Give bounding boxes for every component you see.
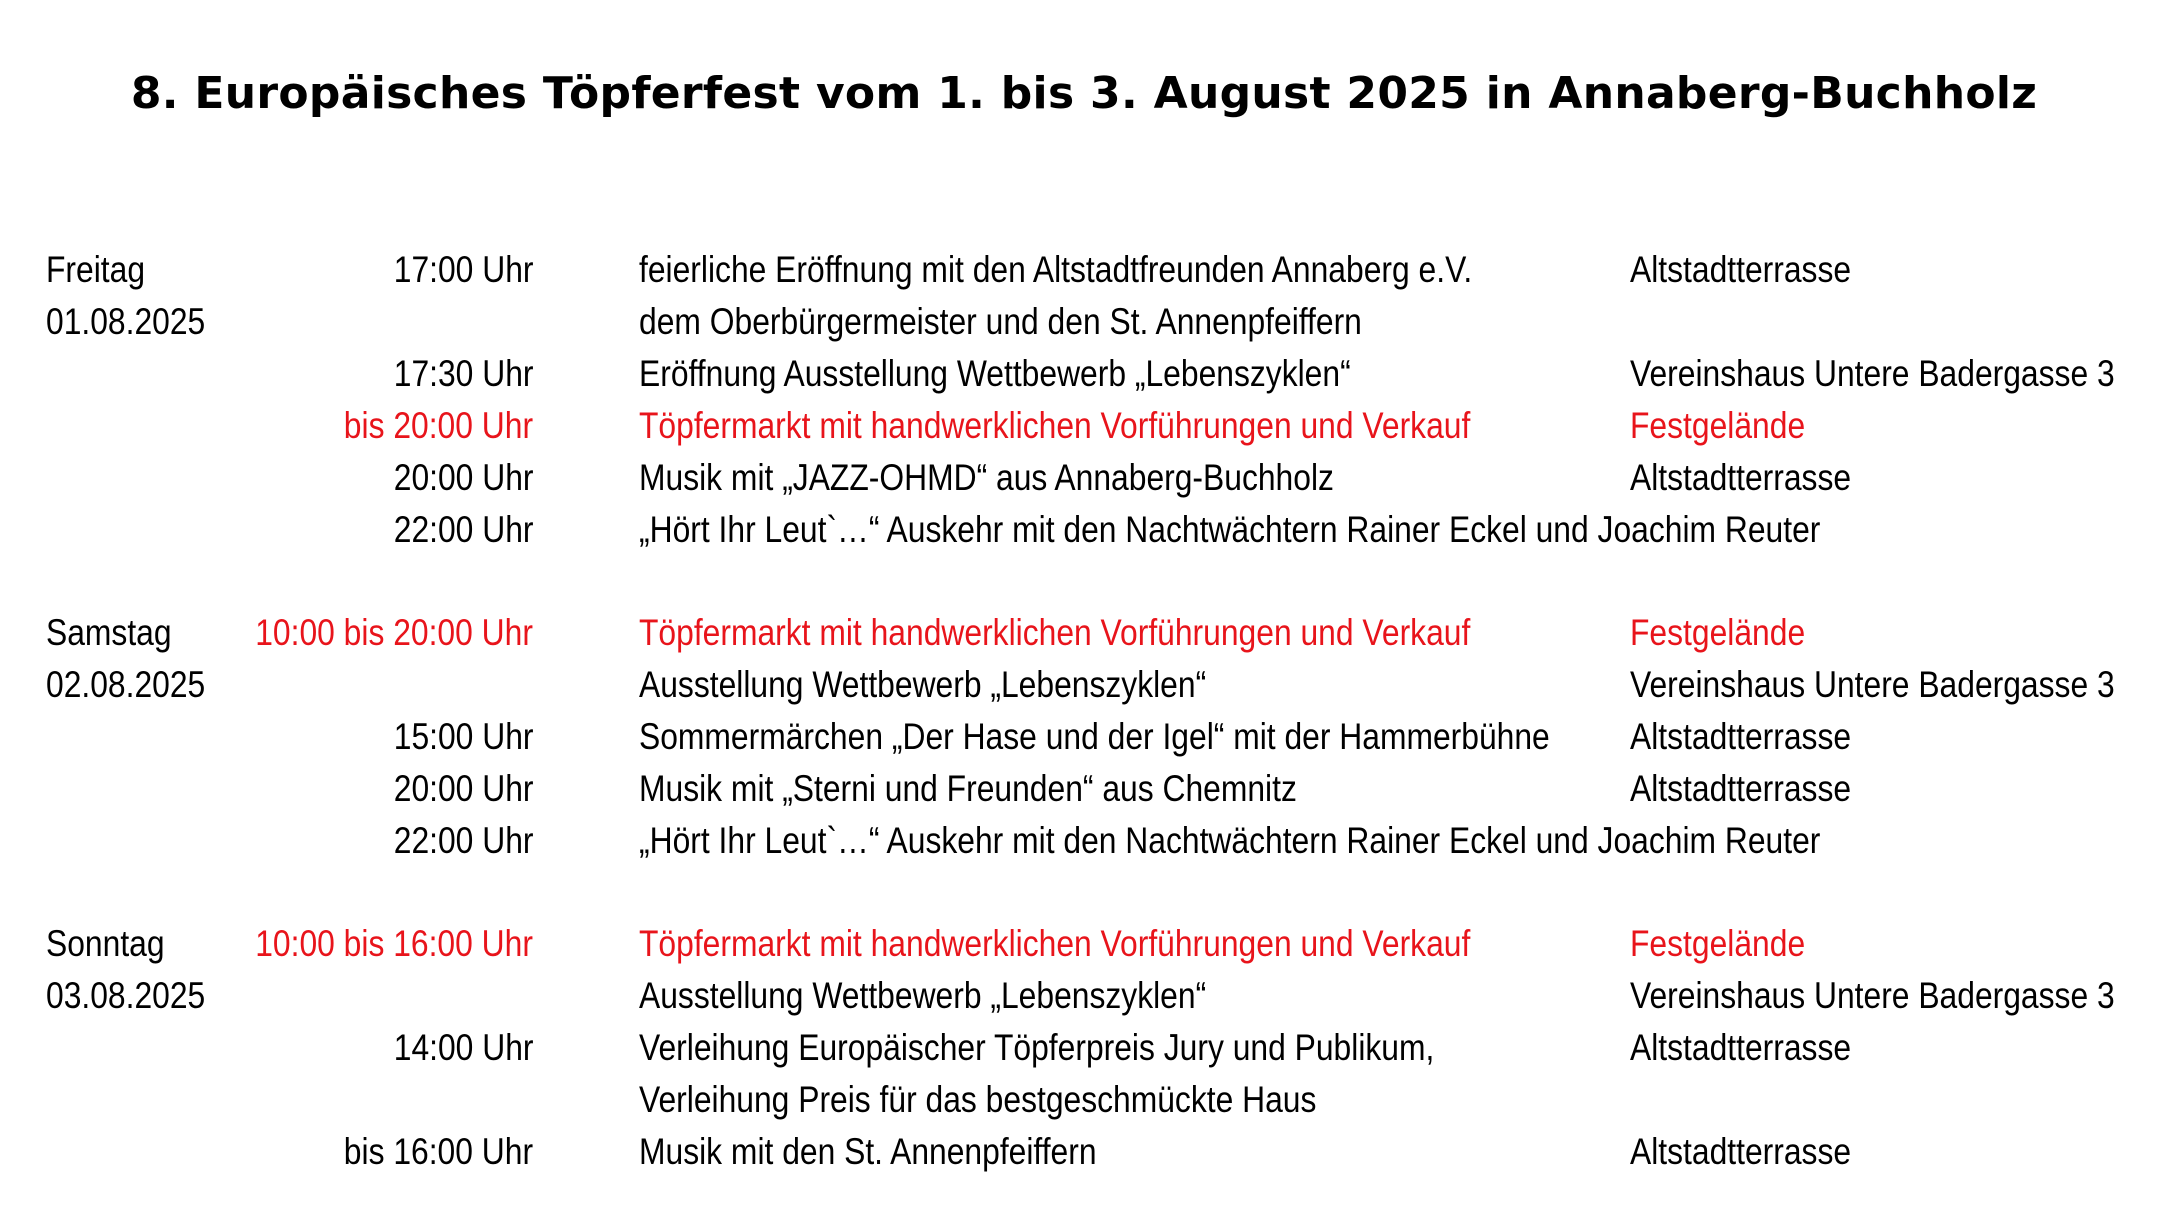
event-time: 22:00 Uhr [393,820,533,861]
event-time: 20:00 Uhr [393,768,533,809]
schedule-row [0,711,2168,763]
event-location: Festgelände [1630,923,1806,964]
event-time: bis 20:00 Uhr [343,405,533,446]
event-time: 15:00 Uhr [393,716,533,757]
event-location: Altstadtterrasse [1630,1027,1852,1068]
event-location: Altstadtterrasse [1630,716,1852,757]
schedule-row [0,452,2168,504]
day-block-saturday [0,607,2168,867]
event-location: Altstadtterrasse [1630,768,1852,809]
event-location: Vereinshaus Untere Badergasse 3 [1630,975,2115,1016]
page-title: 8. Europäisches Töpferfest vom 1. bis 3. August 2025 in Annaberg-Buchholz [130,68,2038,119]
event-location: Vereinshaus Untere Badergasse 3 [1630,664,2115,705]
event-time: 22:00 Uhr [393,509,533,550]
event-description: Töpfermarkt mit handwerklichen Vorführungen und Verkauf [639,612,1471,653]
event-description: Eröffnung Ausstellung Wettbewerb „Lebenszyklen“ [639,353,1351,394]
day-date: 01.08.2025 [46,301,206,342]
schedule-row [0,970,2168,1022]
event-description: feierliche Eröffnung mit den Altstadtfreunden Annaberg e.V. [639,249,1473,290]
schedule-row [0,504,2168,556]
day-block-friday [0,244,2168,556]
day-label: Samstag [46,612,172,653]
event-description: Musik mit „JAZZ-OHMD“ aus Annaberg-Buchholz [639,457,1334,498]
schedule-row [0,659,2168,711]
event-time: 14:00 Uhr [393,1027,533,1068]
day-label: Freitag [46,249,146,290]
event-location: Vereinshaus Untere Badergasse 3 [1630,353,2115,394]
event-location: Festgelände [1630,612,1806,653]
day-block-sunday [0,918,2168,1178]
event-time: 20:00 Uhr [393,457,533,498]
schedule-row [0,1126,2168,1178]
schedule-row [0,296,2168,348]
event-description: „Hört Ihr Leut`…“ Auskehr mit den Nachtwächtern Rainer Eckel und Joachim Reuter [639,820,1821,861]
event-time: bis 16:00 Uhr [343,1131,533,1172]
event-description: Verleihung Preis für das bestgeschmückte Haus [639,1079,1317,1120]
event-location: Festgelände [1630,405,1806,446]
day-label: Sonntag [46,923,165,964]
schedule-row [0,1022,2168,1074]
event-location: Altstadtterrasse [1630,249,1852,290]
event-description: Musik mit „Sterni und Freunden“ aus Chemnitz [639,768,1297,809]
event-description: Töpfermarkt mit handwerklichen Vorführungen und Verkauf [639,923,1471,964]
day-date: 02.08.2025 [46,664,206,705]
event-description: Ausstellung Wettbewerb „Lebenszyklen“ [639,664,1207,705]
schedule-row [0,244,2168,296]
event-location: Altstadtterrasse [1630,1131,1852,1172]
event-location: Altstadtterrasse [1630,457,1852,498]
day-date: 03.08.2025 [46,975,206,1016]
event-time: 17:00 Uhr [393,249,533,290]
event-description: Sommermärchen „Der Hase und der Igel“ mit der Hammerbühne [639,716,1550,757]
event-time: 10:00 bis 20:00 Uhr [255,612,533,653]
event-description: Töpfermarkt mit handwerklichen Vorführungen und Verkauf [639,405,1471,446]
schedule-row [0,348,2168,400]
event-description: Verleihung Europäischer Töpferpreis Jury und Publikum, [639,1027,1435,1068]
event-description: Musik mit den St. Annenpfeiffern [639,1131,1097,1172]
event-description: Ausstellung Wettbewerb „Lebenszyklen“ [639,975,1207,1016]
schedule-row-highlight [0,400,2168,452]
schedule-row [0,815,2168,867]
schedule-row-highlight [0,607,2168,659]
schedule-row [0,763,2168,815]
event-description: dem Oberbürgermeister und den St. Annenpfeiffern [639,301,1362,342]
event-time: 10:00 bis 16:00 Uhr [255,923,533,964]
event-description: „Hört Ihr Leut`…“ Auskehr mit den Nachtwächtern Rainer Eckel und Joachim Reuter [639,509,1821,550]
schedule-row [0,1074,2168,1126]
event-time: 17:30 Uhr [393,353,533,394]
schedule-row-highlight [0,918,2168,970]
